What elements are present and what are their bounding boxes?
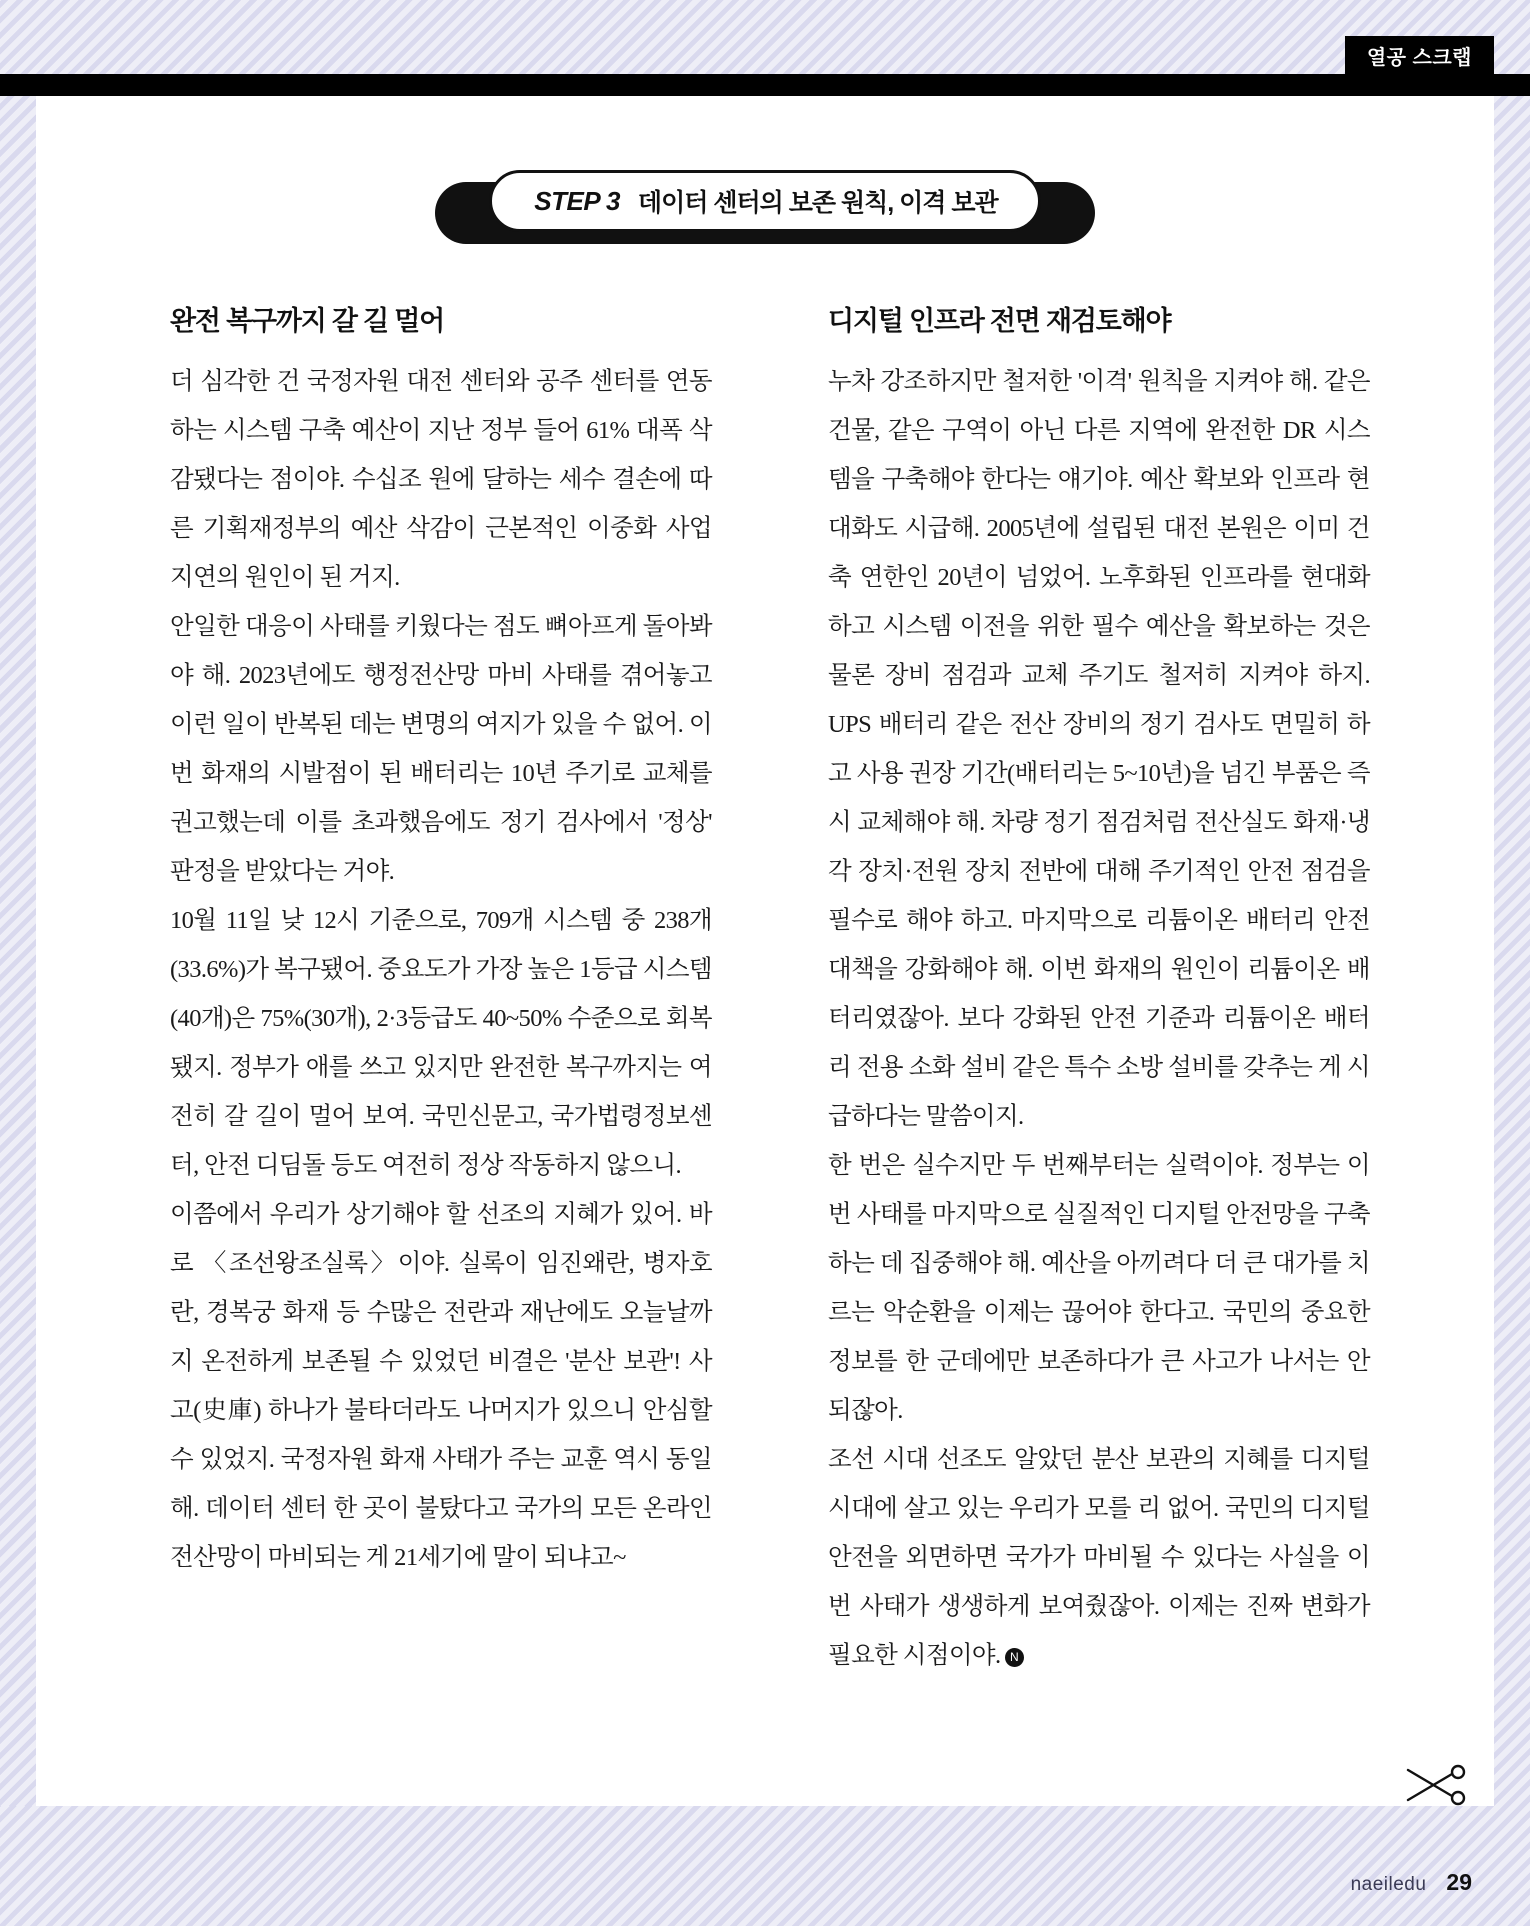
paragraph: 한 번은 실수지만 두 번째부터는 실력이야. 정부는 이번 사태를 마지막으로 실질적인 디지털 안전망을 구축하는 데 집중해야 해. 예산을 아끼려다 더 큰 대가를 치르는 악순환을 이제는 끊어야 한다고. 국민의 중요한 정보를 한 군데에만 보존하다가 큰 사고가 나서는 안 되잖아. [828, 1152, 1370, 1425]
section-tab-label: 열공 스크랩 [1345, 36, 1494, 74]
decorative-stripe-right [1494, 0, 1530, 1926]
paragraph: 누차 강조하지만 철저한 '이격' 원칙을 지켜야 해. 같은 건물, 같은 구역이 아닌 다른 지역에 완전한 DR 시스템을 구축해야 한다는 얘기야. 예산 확보와 인프라 현대화도 시급해. 2005년에 설립된 대전 본원은 이미 건축 연한인 20년이 넘었어. 노후화된 인프라를 현대화하고 시스템 이전을 위한 필수 예산을 확보하는 것은 물론 장비 점검과 교체 주기도 철저히 지켜야 하지. UPS 배터리 같은 전산 장비의 정기 검사도 면밀히 하고 사용 권장 기간(배터리는 5~10년)을 넘긴 부품은 즉시 교체해야 해. 차량 정기 점검처럼 전산실도 화재·냉각 장치·전원 장치 전반에 대해 주기적인 안전 점검을 필수로 해야 하고. 마지막으로 리튬이온 배터리 안전 대책을 강화해야 해. 이번 화재의 원인이 리튬이온 배터리였잖아. 보다 강화된 안전 기준과 리튬이온 배터리 전용 소화 설비 같은 특수 소방 설비를 갖추는 게 시급하다는 말씀이지. [828, 368, 1370, 1131]
step-title: 데이터 센터의 보존 원칙, 이격 보관 [637, 189, 998, 217]
paragraph [828, 1435, 1370, 1680]
paragraph: 더 심각한 건 국정자원 대전 센터와 공주 센터를 연동하는 시스템 구축 예산이 지난 정부 들어 61% 대폭 삭감됐다는 점이야. 수십조 원에 달하는 세수 결손에 따른 기획재정부의 예산 삭감이 근본적인 이중화 사업 지연의 원인이 된 거지. [170, 368, 712, 592]
step-banner [489, 170, 1040, 232]
decorative-stripe-bottom [0, 1806, 1530, 1926]
article-body [170, 305, 1370, 1680]
left-column [170, 305, 712, 1680]
left-column-heading: 완전 복구까지 갈 길 멀어 [170, 306, 445, 336]
end-mark-icon: N [1005, 1648, 1024, 1667]
right-column-heading: 디지털 인프라 전면 재검토해야 [828, 306, 1171, 336]
footer-rule [36, 1804, 1494, 1806]
decorative-stripe-left [0, 0, 36, 1926]
paragraph-text: 조선 시대 선조도 알았던 분산 보관의 지혜를 디지털 시대에 살고 있는 우리가 모를 리 없어. 국민의 디지털 안전을 외면하면 국가가 마비될 수 있다는 사실을 이번 사태가 생생하게 보여줬잖아. 이제는 진짜 변화가 필요한 시점이야. [828, 1446, 1370, 1670]
paragraph: 안일한 대응이 사태를 키웠다는 점도 뼈아프게 돌아봐야 해. 2023년에도 행정전산망 마비 사태를 겪어놓고 이런 일이 반복된 데는 변명의 여지가 있을 수 없어. 이번 화재의 시발점이 된 배터리는 10년 주기로 교체를 권고했는데 이를 초과했음에도 정기 검사에서 '정상' 판정을 받았다는 거야. [170, 613, 712, 886]
page-footer [1351, 1869, 1472, 1896]
scissors-icon [1400, 1762, 1470, 1808]
step-banner-wrapper [0, 170, 1530, 232]
brand-name: naeiledu [1350, 1874, 1427, 1895]
page-number: 29 [1446, 1869, 1472, 1895]
paragraph: 이쯤에서 우리가 상기해야 할 선조의 지혜가 있어. 바로 〈조선왕조실록〉이야. 실록이 임진왜란, 병자호란, 경복궁 화재 등 수많은 전란과 재난에도 오늘날까지 온전하게 보존될 수 있었던 비결은 '분산 보관'! 사고(史庫) 하나가 불타더라도 나머지가 있으니 안심할 수 있었지. 국정자원 화재 사태가 주는 교훈 역시 동일해. 데이터 센터 한 곳이 불탔다고 국가의 모든 온라인 전산망이 마비되는 게 21세기에 말이 되냐고~ [170, 1201, 712, 1572]
right-column [828, 305, 1370, 1680]
section-tab [0, 0, 1530, 96]
paragraph: 10월 11일 낮 12시 기준으로, 709개 시스템 중 238개(33.6%)가 복구됐어. 중요도가 가장 높은 1등급 시스템(40개)은 75%(30개), 2·3등급도 40~50% 수준으로 회복됐지. 정부가 애를 쓰고 있지만 완전한 복구까지는 여전히 갈 길이 멀어 보여. 국민신문고, 국가법령정보센터, 안전 디딤돌 등도 여전히 정상 작동하지 않으니. [170, 907, 712, 1180]
header-rule [0, 74, 1530, 96]
step-number: STEP 3 [534, 185, 620, 216]
